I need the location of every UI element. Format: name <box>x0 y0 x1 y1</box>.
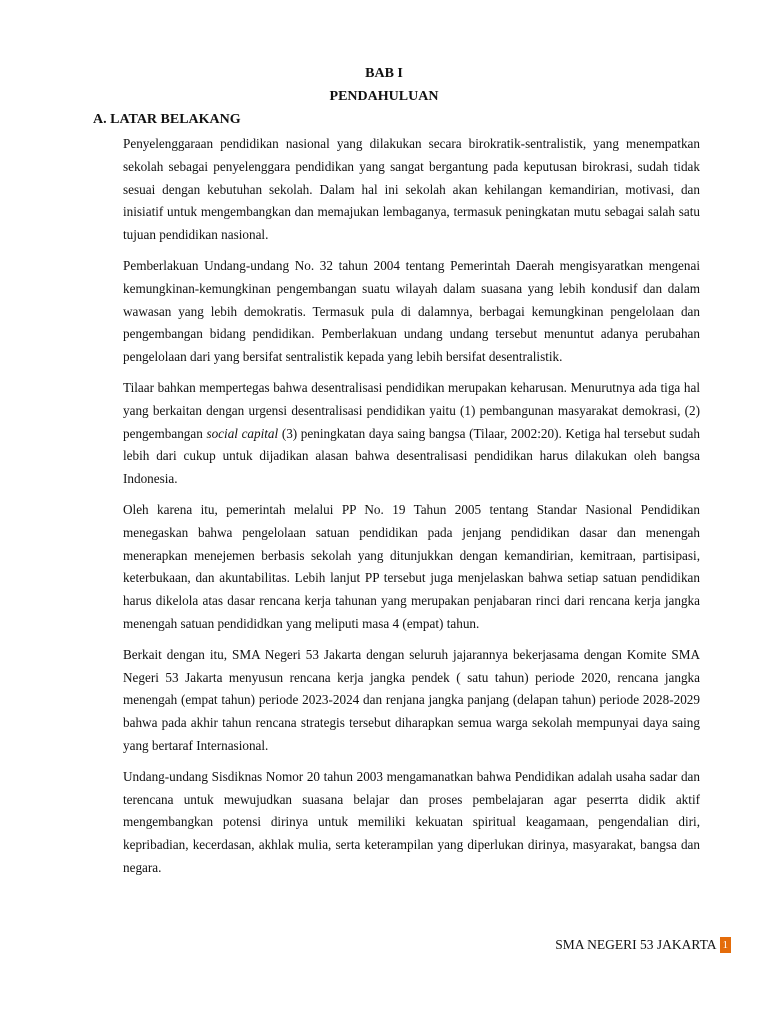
paragraph-2: Pemberlakuan Undang-undang No. 32 tahun 2004 tentang Pemerintah Daerah mengisyaratkan mengenai kemungkinan-kemungkinan pengembangan suatu wilayah dalam suasana yang lebih kondusif dan dalam wawasan yang lebih demokratis. Termasuk pula di dalamnya, berbagai kemungkinan pengelolaan dan pengembangan bidang pendidikan. Pemberlakuan undang undang tersebut menuntut adanya perubahan pengelolaan dari yang bersifat sentralistik kepada yang lebih bersifat desentralistik. <box>123 257 700 365</box>
chapter-title: PENDAHULUAN <box>329 89 439 104</box>
footer-school-name: SMA NEGERI 53 JAKARTA <box>555 937 717 952</box>
paragraph-1: Penyelenggaraan pendidikan nasional yang dilakukan secara birokratik-sentralistik, yang menempatkan sekolah sebagai penyelenggara pendidikan yang sangat bergantung pada keputusan birokrasi, sudah tidak sesuai dengan kebutuhan sekolah. Dalam hal ini sekolah akan kehilangan kemandirian, motivasi, dan inisiatif untuk mengembangkan dan memajukan lembaganya, termasuk peningkatan mutu sebagai salah satu tujuan pendidikan nasional. <box>123 136 700 243</box>
paragraph-3-before: Tilaar bahkan mempertegas bahwa desentralisasi pendidikan merupakan keharusan. Menurutnya ada tiga hal yang berkaitan dengan urgensi desentralisasi pendidikan yaitu (1) pembangunan masyarakat demokrasi, (2) pengembangan <box>123 379 700 441</box>
page-footer <box>555 937 731 953</box>
paragraph-6: Undang-undang Sisdiknas Nomor 20 tahun 2003 mengamanatkan bahwa Pendidikan adalah usaha sadar dan terencana untuk mewujudkan suasana belajar dan proses pembelajaran agar peserrta didik aktif mengembangkan potensi dirinya untuk memiliki kekuatan spiritual keagamaan, pengendalian diri, kepribadian, kecerdasan, akhlak mulia, serta keterampilan yang diperlukan dirinya, masyarakat, bangsa dan negara. <box>123 768 700 875</box>
paragraph-4: Oleh karena itu, pemerintah melalui PP No. 19 Tahun 2005 tentang Standar Nasional Pendidikan menegaskan bahwa pengelolaan satuan pendidikan pada jenjang pendidikan dasar dan menengah menerapkan menejemen berbasis sekolah yang ditunjukkan dengan kemandirian, kemitraan, partisipasi, keterbukaan, dan akuntabilitas. Lebih lanjut PP tersebut juga menjelaskan bahwa setiap satuan pendidikan harus dikelola atas dasar rencana kerja tahunan yang merupakan penjabaran rinci dari rencana kerja jangka menengah satuan pendididkan yang meliputi masa 4 (empat) tahun. <box>123 501 700 631</box>
paragraph-3 <box>123 377 700 491</box>
paragraph-5: Berkait dengan itu, SMA Negeri 53 Jakarta dengan seluruh jajarannya bekerjasama dengan Komite SMA Negeri 53 Jakarta menyusun rencana kerja jangka pendek ( satu tahun) periode 2020, rencana jangka menengah (empat tahun) periode 2023-2024 dan renjana jangka panjang (delapan tahun) periode 2028-2029 bahwa pada akhir tahun rencana strategis tersebut diharapkan semua warga sekolah mempunyai daya saing yang bertaraf Internasional. <box>123 646 700 753</box>
section-title: A. LATAR BELAKANG <box>93 112 241 127</box>
paragraph-3-italic-term: social capital <box>206 425 279 441</box>
paragraph-3-after: (3) peningkatan daya saing bangsa (Tilaar, 2002:20). Ketiga hal tersebut sudah lebih dari cukup untuk dijadikan alasan bahwa desentralisasi pendidikan harus dilakukan oleh bangsa Indonesia. <box>123 425 701 487</box>
page-number-badge: 1 <box>720 937 732 953</box>
chapter-label: BAB I <box>365 66 403 81</box>
body-text <box>123 133 700 888</box>
